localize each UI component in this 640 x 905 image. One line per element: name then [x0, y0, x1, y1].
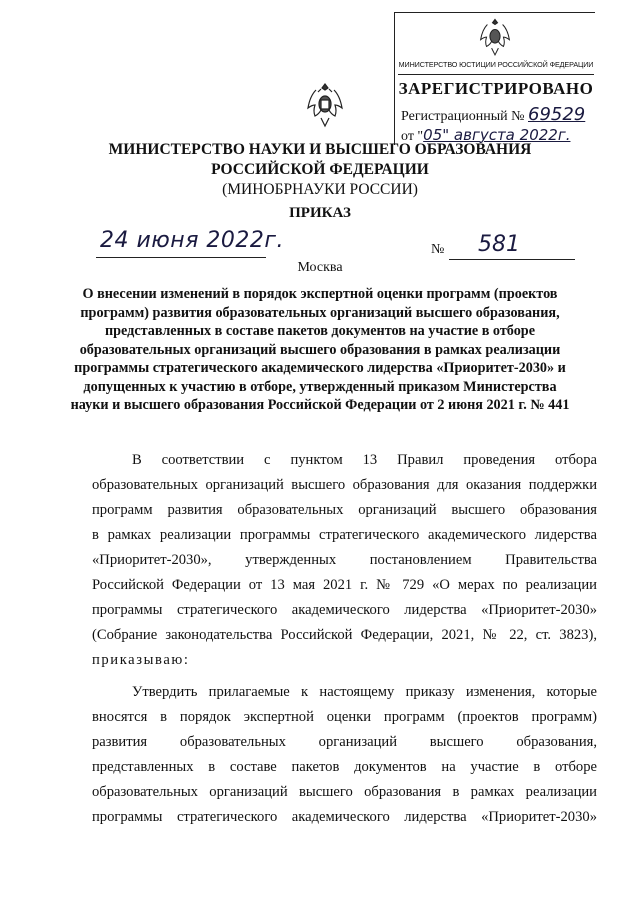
registration-date-value: 05" августа 2022г. — [423, 126, 571, 144]
registration-number-label: Регистрационный № — [401, 109, 525, 124]
body-line: представленных в составе пакетов документов на участие в отборе — [92, 759, 597, 775]
body-line: Российской Федерации от 13 мая 2021 г. № 729 «О мерах по реализации — [92, 577, 597, 593]
body-line: развития образовательных организаций высшего образования, — [92, 734, 597, 750]
body-line: «Приоритет-2030», утвержденных постановлением Правительства — [92, 552, 597, 568]
order-number: 581 — [478, 232, 520, 257]
order-subject: О внесении изменений в порядок экспертной оценки программ (проектов программ) развития образовательных организаций высшего образования, представленных в составе пакетов документов на участие в отборе образовательных организаций высшего образования в рамках реализации программы стратегического академического лидерства «Приоритет-2030» и допущенных к участию в отборе, утвержденный приказом Министерства науки и высшего образования Российской Федерации от 2 июня 2021 г. № 441 — [70, 286, 570, 413]
body-line: (Собрание законодательства Российской Федерации, 2021, № 22, ст. 3823), — [92, 627, 597, 643]
body-line: образовательных организаций высшего образования в рамках реализации — [92, 784, 597, 800]
ministry-country: РОССИЙСКОЙ ФЕДЕРАЦИИ — [211, 161, 429, 178]
registration-number-value: 69529 — [528, 104, 586, 125]
registration-date-prefix: от " — [401, 129, 424, 144]
body-line: Утвердить прилагаемые к настоящему приказу изменения, которые — [132, 684, 597, 700]
document-type: ПРИКАЗ — [289, 205, 351, 221]
body-line: В соответствии с пунктом 13 Правил проведения отбора — [132, 452, 597, 468]
ministry-short-name: (МИНОБРНАУКИ РОССИИ) — [222, 181, 418, 198]
order-date: 24 июня 2022г. — [100, 228, 284, 253]
date-underline — [96, 257, 266, 258]
registration-emblem-icon — [475, 16, 515, 60]
registration-ministry: МИНИСТЕРСТВО ЮСТИЦИИ РОССИЙСКОЙ ФЕДЕРАЦИИ — [398, 60, 594, 69]
registration-status: ЗАРЕГИСТРИРОВАНО — [398, 74, 594, 99]
order-number-sign: № — [431, 242, 445, 257]
registration-number-line — [401, 104, 585, 125]
ministry-heading — [100, 140, 540, 200]
body-line: образовательных организаций высшего образования для оказания поддержки — [92, 477, 597, 493]
body-line: программы стратегического академического лидерства «Приоритет-2030» — [92, 602, 597, 618]
ministry-name: МИНИСТЕРСТВО НАУКИ И ВЫСШЕГО ОБРАЗОВАНИЯ — [108, 141, 532, 158]
body-line: приказываю: — [92, 652, 190, 668]
body-line: программ развития образовательных организаций высшего образования — [92, 502, 597, 518]
coat-of-arms-icon — [304, 80, 346, 132]
body-line: программы стратегического академического лидерства «Приоритет-2030» — [92, 809, 597, 825]
body-line: в рамках реализации программы стратегического академического лидерства — [92, 527, 597, 543]
order-city: Москва — [297, 260, 343, 275]
body-line: вносятся в порядок экспертной оценки программ (проектов программ) — [92, 709, 597, 725]
